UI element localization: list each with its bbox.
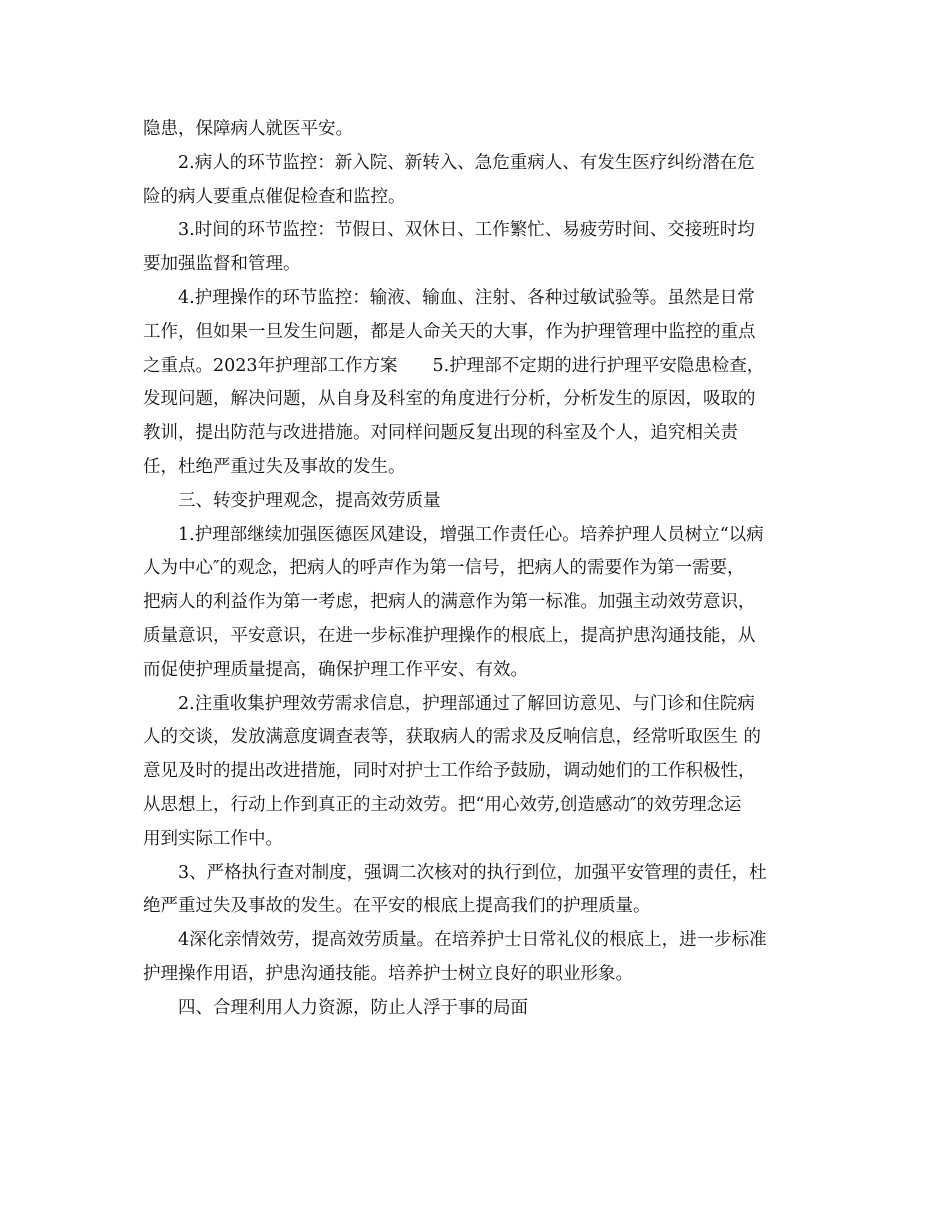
- document-body: [143, 113, 811, 1026]
- paragraph-4: 4.护理操作的环节监控：输液、输血、注射、各种过敏试验等。虽然是日常 工作，但如果一旦发生问题，都是人命关天的大事，作为护理管理中监控的重点 之重点。2023年护理部工作方案 5.护理部不定期的进行护理平安隐患检查， 发现问题，解决问题，从自身及科室的角度进行分析，分析发生的原因，吸取的 教训，提出防范与改进措施。对同样问题反复出现的科室及个人，追究相关责 任，杜绝严重过失及事故的发生。: [143, 287, 765, 477]
- paragraph-2: 2.病人的环节监控：新入院、新转入、急危重病人、有发生医疗纠纷潜在危 险的病人要重点催促检查和监控。: [143, 152, 755, 207]
- paragraph-7: 3、严格执行查对制度，强调二次核对的执行到位，加强平安管理的责任，杜 绝严重过失及事故的发生。在平安的根底上提高我们的护理质量。: [143, 862, 767, 917]
- paragraph-3: 3.时间的环节监控：节假日、双休日、工作繁忙、易疲劳时间、交接班时均 要加强监督和管理。: [143, 220, 755, 275]
- section-heading-3: 三、转变护理观念，提高效劳质量: [143, 490, 441, 511]
- paragraph-6: 2.注重收集护理效劳需求信息，护理部通过了解回访意见、与门诊和住院病 人的交谈，发放满意度调查表等，获取病人的需求及反响信息，经常听取医生 的 意见及时的提出改进措施，同时对护士工作给予鼓励，调动她们的工作积极性， 从思想上，行动上作到真正的主动效劳。把“用心效劳,创造感动″的效劳理念运 用到实际工作中。: [143, 693, 762, 849]
- paragraph-8: 4深化亲情效劳，提高效劳质量。在培养护士日常礼仪的根底上，进一步标准 护理操作用语，护患沟通技能。培养护士树立良好的职业形象。: [143, 930, 767, 984]
- paragraph-5: 1.护理部继续加强医德医风建设，增强工作责任心。培养护理人员树立“以病 人为中心″的观念，把病人的呼声作为第一信号，把病人的需要作为第一需要， 把病人的利益作为第一考虑，把病人的满意作为第一标准。加强主动效劳意识， 质量意识，平安意识，在进一步标准护理操作的根底上，提高护患沟通技能，从 而促使护理质量提高，确保护理工作平安、有效。: [143, 524, 764, 680]
- section-heading-4: 四、合理利用人力资源，防止人浮于事的局面: [143, 997, 528, 1018]
- paragraph-1: 隐患，保障病人就医平安。: [143, 119, 353, 139]
